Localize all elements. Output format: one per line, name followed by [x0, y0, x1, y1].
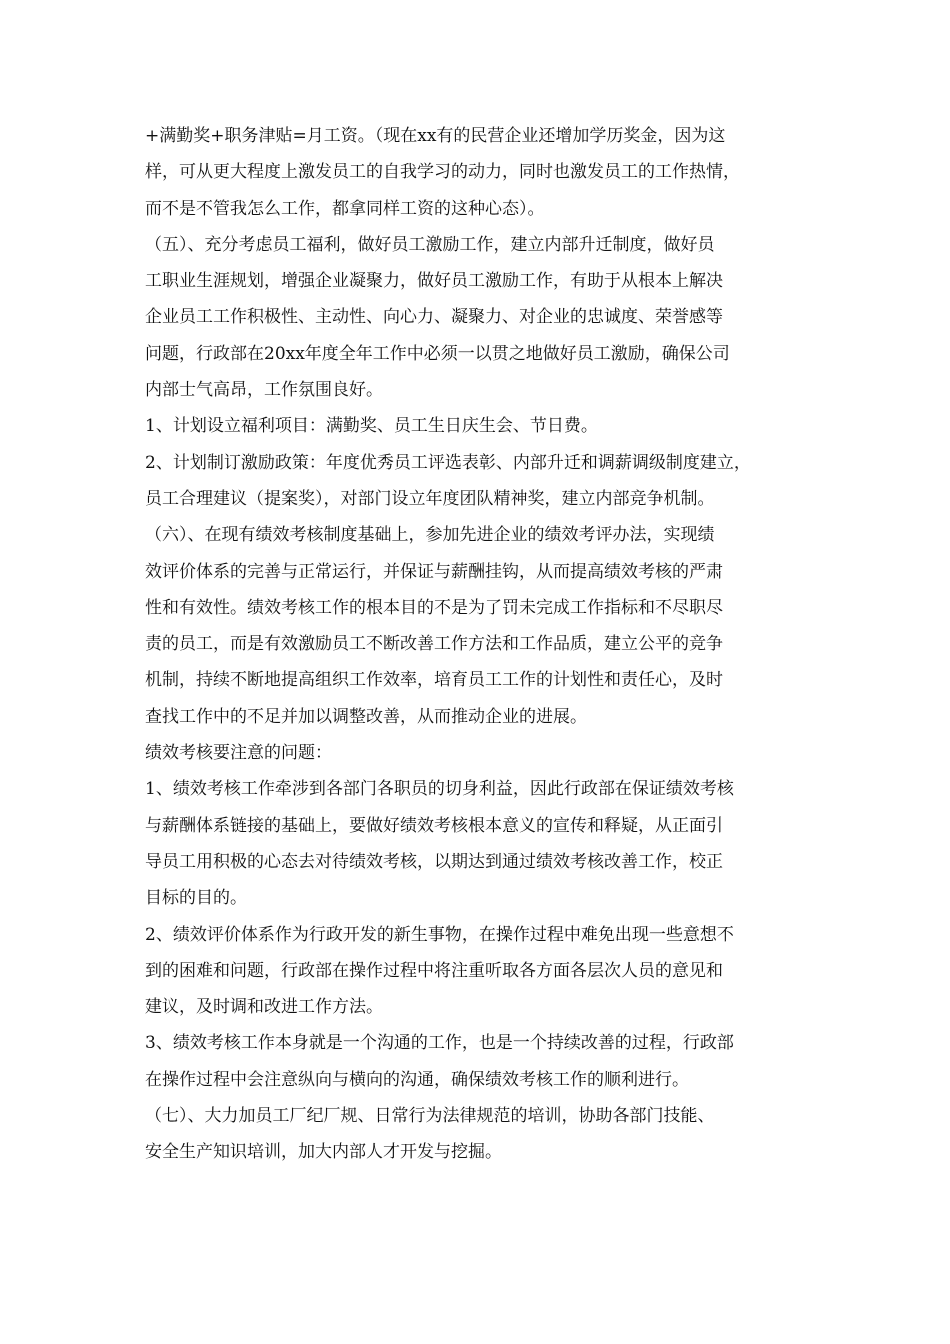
text-line: 绩效考核要注意的问题：: [145, 743, 332, 764]
text-line: 责的员工，而是有效激励员工不断改善工作方法和工作品质，建立公平的竞争: [145, 634, 723, 655]
text-line: 工职业生涯规划，增强企业凝聚力，做好员工激励工作，有助于从根本上解决: [145, 271, 723, 292]
text-line: 查找工作中的不足并加以调整改善，从而推动企业的进展。: [145, 706, 587, 727]
text-line: 目标的目的。: [145, 888, 247, 909]
text-line: 效评价体系的完善与正常运行，并保证与薪酬挂钩，从而提高绩效考核的严肃: [145, 561, 723, 582]
text-line: 2、绩效评价体系作为行政开发的新生事物，在操作过程中难免出现一些意想不: [145, 924, 734, 945]
body-text: [145, 118, 825, 1171]
text-line: 到的困难和问题，行政部在操作过程中将注重听取各方面各层次人员的意见和: [145, 960, 723, 981]
text-line: 与薪酬体系链接的基础上，要做好绩效考核根本意义的宣传和释疑，从正面引: [145, 815, 723, 836]
text-line: （五）、充分考虑员工福利，做好员工激励工作，建立内部升迁制度，做好员: [145, 234, 715, 255]
text-line: 3、绩效考核工作本身就是一个沟通的工作，也是一个持续改善的过程，行政部: [145, 1033, 734, 1054]
text-line: +满勤奖+职务津贴=月工资。（现在xx有的民营企业还增加学历奖金，因为这: [145, 126, 726, 146]
text-line: 建议，及时调和改进工作方法。: [145, 997, 383, 1018]
text-line: 内部士气高昂，工作氛围良好。: [145, 380, 383, 401]
text-line: 而不是不管我怎么工作，都拿同样工资的这种心态）。: [145, 198, 545, 219]
text-line: 导员工用积极的心态去对待绩效考核，以期达到通过绩效考核改善工作，校正: [145, 851, 723, 872]
text-line: 企业员工工作积极性、主动性、向心力、凝聚力、对企业的忠诚度、荣誉感等: [145, 307, 723, 328]
text-line: 安全生产知识培训，加大内部人才开发与挖掘。: [145, 1142, 502, 1163]
text-line: 1、绩效考核工作牵涉到各部门各职员的切身利益，因此行政部在保证绩效考核: [145, 779, 734, 800]
text-line: 机制，持续不断地提高组织工作效率，培育员工工作的计划性和责任心，及时: [145, 670, 723, 691]
text-line: 在操作过程中会注意纵向与横向的沟通，确保绩效考核工作的顺利进行。: [145, 1069, 689, 1090]
text-line: 员工合理建议（提案奖），对部门设立年度团队精神奖，建立内部竞争机制。: [145, 488, 715, 509]
text-line: 2、计划制订激励政策：年度优秀员工评选表彰、内部升迁和调薪调级制度建立，: [145, 452, 751, 473]
text-line: 样，可从更大程度上激发员工的自我学习的动力，同时也激发员工的工作热情，: [145, 162, 740, 183]
text-line: （七）、大力加员工厂纪厂规、日常行为法律规范的培训，协助各部门技能、: [145, 1106, 715, 1127]
text-line: 1、计划设立福利项目：满勤奖、员工生日庆生会、节日费。: [145, 416, 598, 437]
text-line: 性和有效性。绩效考核工作的根本目的不是为了罚未完成工作指标和不尽职尽: [145, 597, 723, 618]
text-line: （六）、在现有绩效考核制度基础上，参加先进企业的绩效考评办法，实现绩: [145, 525, 715, 546]
text-line: 问题，行政部在20xx年度全年工作中必须一以贯之地做好员工激励，确保公司: [145, 343, 730, 364]
